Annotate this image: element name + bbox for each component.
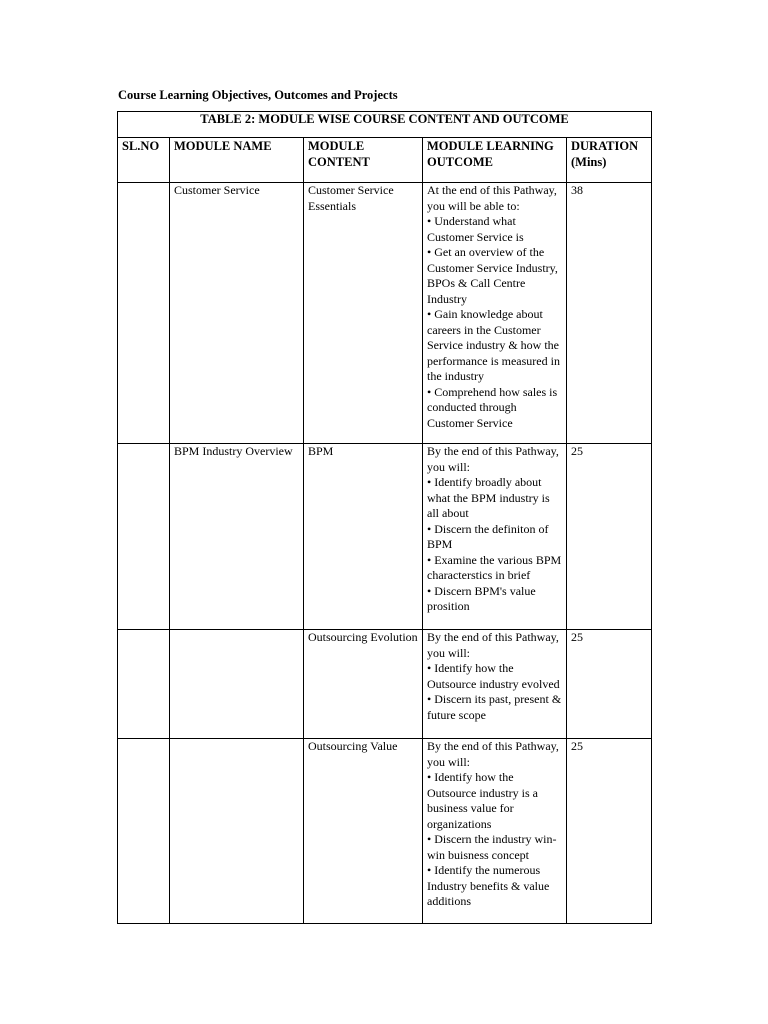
- cell-module-content: BPM: [304, 444, 423, 630]
- document-heading: Course Learning Objectives, Outcomes and Projects: [118, 88, 398, 102]
- cell-outcome: By the end of this Pathway, you will: • Identify how the Outsource industry evolved • Discern its past, present & future scope: [423, 630, 567, 739]
- cell-slno: [118, 183, 170, 444]
- cell-slno: [118, 630, 170, 739]
- cell-outcome: By the end of this Pathway, you will: • Identify broadly about what the BPM industry is all about • Discern the definiton of BPM • Examine the various BPM characterstics in brief • Discern BPM's value prosition: [423, 444, 567, 630]
- header-module-name: MODULE NAME: [170, 138, 304, 183]
- table-row: [118, 183, 652, 444]
- cell-outcome: By the end of this Pathway, you will: • Identify how the Outsource industry is a business value for organizations • Discern the industry win-win buisness concept • Identify the numerous Industry benefits & value additions: [423, 739, 567, 924]
- table-title: TABLE 2: MODULE WISE COURSE CONTENT AND OUTCOME: [118, 112, 652, 138]
- cell-outcome: At the end of this Pathway, you will be able to: • Understand what Customer Service is • Get an overview of the Customer Service Industry, BPOs & Call Centre Industry • Gain knowledge about careers in the Customer Service industry & how the performance is measured in the industry • Comprehend how sales is conducted through Customer Service: [423, 183, 567, 444]
- cell-module-name: [170, 739, 304, 924]
- cell-module-content: Outsourcing Evolution: [304, 630, 423, 739]
- header-slno: SL.NO: [118, 138, 170, 183]
- table-row: [118, 739, 652, 924]
- cell-module-content: Outsourcing Value: [304, 739, 423, 924]
- table-row: [118, 630, 652, 739]
- module-table: [117, 111, 652, 924]
- cell-module-name: Customer Service: [170, 183, 304, 444]
- cell-slno: [118, 739, 170, 924]
- cell-duration: 25: [567, 630, 652, 739]
- cell-slno: [118, 444, 170, 630]
- table-title-row: [118, 112, 652, 138]
- cell-module-content: Customer Service Essentials: [304, 183, 423, 444]
- cell-duration: 25: [567, 444, 652, 630]
- cell-duration: 25: [567, 739, 652, 924]
- table-header-row: [118, 138, 652, 183]
- table-row: [118, 444, 652, 630]
- header-module-content: MODULE CONTENT: [304, 138, 423, 183]
- cell-duration: 38: [567, 183, 652, 444]
- header-duration: DURATION (Mins): [567, 138, 652, 183]
- header-learning-outcome: MODULE LEARNING OUTCOME: [423, 138, 567, 183]
- cell-module-name: BPM Industry Overview: [170, 444, 304, 630]
- cell-module-name: [170, 630, 304, 739]
